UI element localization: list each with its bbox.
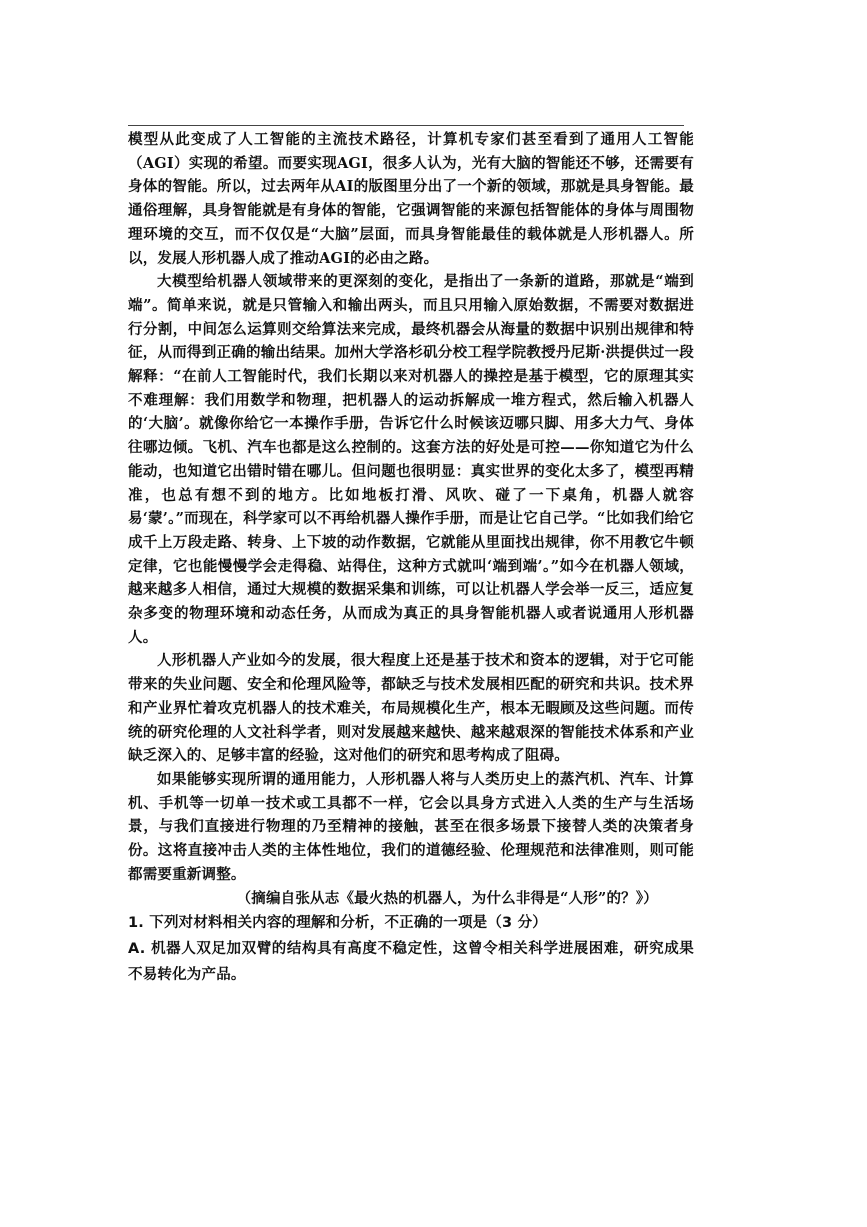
question-stem: 1. 下列对材料相关内容的理解和分析，不正确的一项是（3 分） — [128, 915, 547, 932]
reading-passage — [128, 128, 694, 988]
paragraph-4: 如果能够实现所谓的通用能力，人形机器人将与人类历史上的蒸汽机、汽车、计算机、手机等一切单一技术或工具都不一样，它会以具身方式进入人类的生产与生活场景，与我们直接进行物理的乃至精神的接触，甚至在很多场景下接替人类的决策者身份。这将直接冲击人类的主体性地位，我们的道德经验、伦理规范和法律准则，则可能都需要重新调整。 — [128, 770, 694, 883]
source-citation: （摘编自张从志《最火热的机器人，为什么非得是“人形”的？》） — [236, 889, 658, 907]
paragraph-1: 模型从此变成了人工智能的主流技术路径，计算机专家们甚至看到了通用人工智能（AGI）实现的希望。而要实现AGI，很多人认为，光有大脑的智能还不够，还需要有身体的智能。所以，过去两年从AI的版图里分出了一个新的领域，那就是具身智能。最通俗理解，具身智能就是有身体的智能，它强调智能的来源包括智能体的身体与周围物理环境的交互，而不仅仅是“大脑”层面，而具身智能最佳的载体就是人形机器人。所以，发展人形机器人成了推动AGI的必由之路。 — [128, 131, 694, 267]
option-a[interactable] — [128, 936, 694, 988]
top-divider-line — [128, 125, 684, 126]
paragraph-3: 人形机器人产业如今的发展，很大程度上还是基于技术和资本的逻辑，对于它可能带来的失业问题、安全和伦理风险等，都缺乏与技术发展相匹配的研究和共识。技术界和产业界忙着攻克机器人的技术难关，布局规模化生产，根本无暇顾及这些问题。而传统的研究伦理的人文社科学者，则对发展越来越快、越来越艰深的智能技术体系和产业缺乏深入的、足够丰富的经验，这对他们的研究和思考构成了阻碍。 — [128, 652, 694, 765]
option-a-text: 机器人双足加双臂的结构具有高度不稳定性，这曾令相关科学进展困难，研究成果不易转化为产品。 — [128, 941, 695, 984]
paragraph-2: 大模型给机器人领域带来的更深刻的变化，是指出了一条新的道路，那就是“端到端”。简单来说，就是只管输入和输出两头，而且只用输入原始数据，不需要对数据进行分割，中间怎么运算则交给算法来完成，最终机器会从海量的数据中识别出规律和特征，从而得到正确的输出结果。加州大学洛杉矶分校工程学院教授丹尼斯·洪提供过一段解释：“在前人工智能时代，我们长期以来对机器人的操控是基于模型，它的原理其实不难理解：我们用数学和物理，把机器人的运动拆解成一堆方程式，然后输入机器人的‘大脑’。就像你给它一本操作手册，告诉它什么时候该迈哪只脚、用多大力气、身体往哪边倾。飞机、汽车也都是这么控制的。这套方法的好处是可控——你知道它为什么能动，也知道它出错时错在哪儿。但问题也很明显：真实世界的变化太多了，模型再精准，也总有想不到的地方。比如地板打滑、风吹、碰了一下桌角，机器人就容易‘蒙’。”而现在，科学家可以不再给机器人操作手册，而是让它自己学。“比如我们给它成千上万段走路、转身、上下坡的动作数据，它就能从里面找出规律，你不用教它牛顿定律，它也能慢慢学会走得稳、站得住，这种方式就叫‘端到端’。”如今在机器人领域，越来越多人相信，通过大规模的数据采集和训练，可以让机器人学会举一反三，适应复杂多变的物理环境和动态任务，从而成为真正的具身智能机器人或者说通用人形机器人。 — [128, 273, 694, 646]
option-a-letter: A. — [128, 941, 146, 958]
